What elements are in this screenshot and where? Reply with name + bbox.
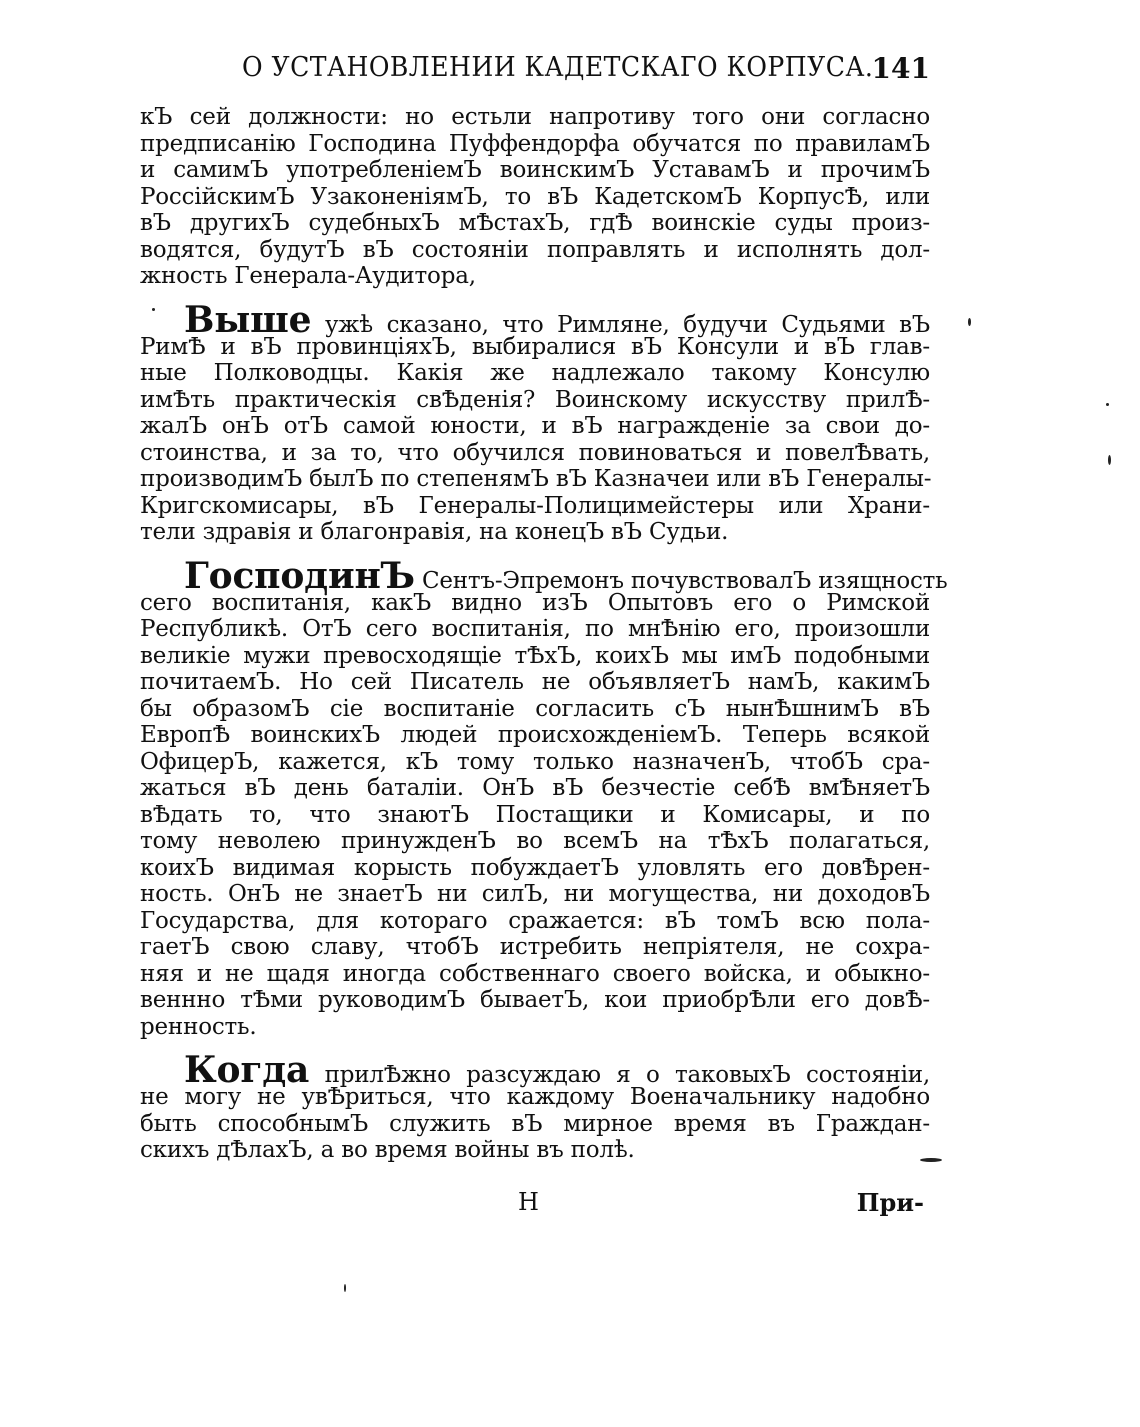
running-head bbox=[140, 52, 930, 92]
text-line: коихЪ видимая корысть побуждаетЪ уловлять его довѢрен- bbox=[140, 854, 930, 881]
text-line: веннно тѢми руководимЪ бываетЪ, кои приобрѢли его довѢ- bbox=[140, 987, 930, 1013]
signature-mark: Н bbox=[518, 1188, 539, 1216]
text-line: няя и не щадя иногда собственнаго своего войска, и обыкно- bbox=[140, 960, 930, 987]
text-line: имѢть практическія свѢденія? Воинскому искусству прилѢ- bbox=[140, 386, 930, 413]
paragraph-1 bbox=[140, 104, 930, 290]
scan-speck bbox=[152, 308, 155, 311]
text-line: ОфицерЪ, кажется, кЪ тому только назначенЪ, чтобЪ сра- bbox=[140, 748, 930, 775]
paragraph-4 bbox=[140, 1050, 930, 1164]
text-line: кЪ сей должности: но естьли напротиву того они согласно bbox=[140, 104, 930, 130]
text-line: ность. ОнЪ не знаетЪ ни силЪ, ни могущества, ни доходовЪ bbox=[140, 881, 930, 907]
text-line: не могу не увѢриться, что каждому Военачальнику надобно bbox=[140, 1084, 930, 1110]
text-segment: ужѣ сказано, что Римляне, будучи Судьями вЪ bbox=[324, 311, 930, 338]
text-line: РимѢ и вЪ провинціяхЪ, выбиралися вЪ Консули и вЪ глав- bbox=[140, 333, 930, 360]
paragraph-lead-word: ГосподинЪ bbox=[184, 554, 415, 597]
text-line: Республикѣ. ОтЪ сего воспитанія, по мнѢнію его, произошли bbox=[140, 616, 930, 642]
text-line: РоссійскимЪ УзаконеніямЪ, то вЪ КадетскомЪ КорпусѢ, или bbox=[140, 183, 930, 210]
text-line: вѢдать то, что знаютЪ Постащики и Комисары, и по bbox=[140, 801, 930, 828]
paragraph-3 bbox=[140, 554, 948, 1041]
text-line: жалЪ онЪ отЪ самой юности, и вЪ награжденіе за свои до- bbox=[140, 413, 930, 439]
text-segment: прилѢжно разсуждаю я о таковыхЪ состояніи, bbox=[324, 1062, 930, 1088]
text-segment: Сентъ-Эпремонъ почувствовалЪ изящность bbox=[421, 567, 948, 594]
text-line: ренность. bbox=[140, 1013, 257, 1040]
text-line: стоинства, и за то, что обучился повиноваться и повелѢвать, bbox=[140, 439, 930, 466]
text-line bbox=[140, 298, 930, 341]
text-line: тому неволею принужденЪ во всемЪ на тѢхЪ полагаться, bbox=[140, 828, 930, 854]
scan-speck bbox=[920, 1158, 942, 1162]
scan-speck bbox=[1108, 455, 1111, 465]
text-line: и самимЪ употребленіемЪ воинскимЪ УставамЪ и прочимЪ bbox=[140, 157, 930, 183]
text-line: быть способнымЪ служить вЪ мирное время въ Граждан- bbox=[140, 1110, 930, 1137]
text-line: гаетЪ свою славу, чтобЪ истребить непріятеля, не сохра- bbox=[140, 934, 930, 960]
text-line: ЕвропѢ воинскихЪ людей происхожденіемЪ. Теперь всякой bbox=[140, 722, 930, 748]
text-line: тели здравія и благонравія, на конецЪ вЪ Судьи. bbox=[140, 519, 729, 545]
scan-speck bbox=[344, 1284, 346, 1292]
body-text bbox=[140, 104, 948, 1164]
page-footer bbox=[140, 1188, 930, 1228]
text-line: скихъ дѢлахЪ, а во время войны въ полѣ. bbox=[140, 1137, 635, 1163]
text-line: Кригскомисары, вЪ Генералы-Полицимейстеры или Храни- bbox=[140, 492, 930, 519]
text-line: предписанію Господина Пуффендорфа обучатся по правиламЪ bbox=[140, 130, 930, 157]
running-title: О УСТАНОВЛЕНИИ КАДЕТСКАГО КОРПУСА. bbox=[242, 52, 874, 83]
text-line: Государства, для котораго сражается: вЪ томЪ всю пола- bbox=[140, 907, 930, 934]
text-line: великіе мужи превосходящіе тѢхЪ, коихЪ мы имЪ подобными bbox=[140, 642, 930, 669]
scan-speck bbox=[1106, 403, 1109, 406]
text-line: бы образомЪ сіе воспитаніе согласить сЪ нынѢшнимЪ вЪ bbox=[140, 695, 930, 722]
text-line: жность Генерала-Аудитора, bbox=[140, 263, 476, 289]
text-line bbox=[140, 1049, 930, 1091]
page-number: 141 bbox=[871, 52, 930, 85]
text-line bbox=[140, 554, 948, 597]
text-line: ные Полководцы. Какія же надлежало такому Консулю bbox=[140, 360, 930, 386]
paragraph-2 bbox=[140, 300, 930, 546]
text-line: вЪ другихЪ судебныхЪ мѢстахЪ, гдѢ воинскіе суды произ- bbox=[140, 210, 930, 236]
catchword: При- bbox=[856, 1188, 924, 1217]
text-line: водятся, будутЪ вЪ состояніи поправлять и исполнять дол- bbox=[140, 236, 930, 263]
text-line: жаться вЪ день баталіи. ОнЪ вЪ безчестіе себѢ вмѢняетЪ bbox=[140, 775, 930, 801]
text-line: производимЪ былЪ по степенямЪ вЪ Казначеи или вЪ Генералы- bbox=[140, 466, 932, 492]
paragraph-lead-word: Когда bbox=[184, 1049, 310, 1091]
paragraph-lead-word: Выше bbox=[184, 298, 312, 341]
text-line: почитаемЪ. Но сей Писатель не объявляетЪ намЪ, какимЪ bbox=[140, 669, 930, 695]
scan-speck bbox=[968, 318, 971, 326]
text-line: сего воспитанія, какЪ видно изЪ Опытовъ его о Римской bbox=[140, 589, 930, 616]
